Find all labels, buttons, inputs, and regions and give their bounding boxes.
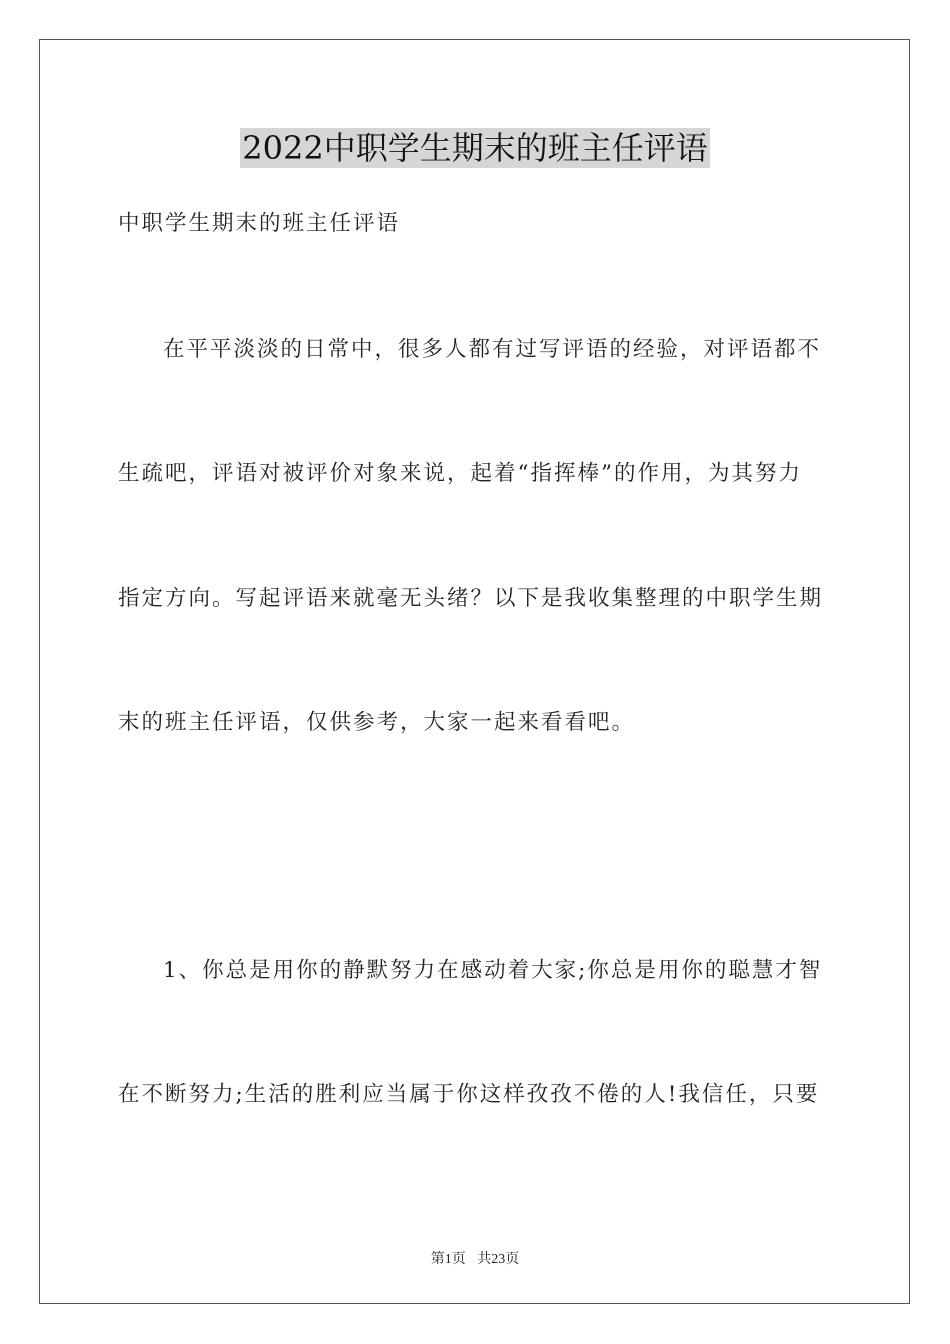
paragraph-line: 指定方向。写起评语来就毫无头绪？以下是我收集整理的中职学生期 [118, 586, 824, 611]
page-footer [0, 1248, 950, 1268]
document-subtitle: 中职学生期末的班主任评语 [118, 211, 401, 236]
paragraph-line: 1、你总是用你的静默努力在感动着大家;你总是用你的聪慧才智 [163, 958, 823, 983]
page-total: 共23页 [477, 1252, 520, 1267]
paragraph-line: 末的班主任评语，仅供参考，大家一起来看看吧。 [118, 710, 636, 735]
title-container [0, 128, 950, 168]
paragraph-line: 在不断努力;生活的胜利应当属于你这样孜孜不倦的人!我信任，只要 [118, 1082, 820, 1107]
document-title: 2022中职学生期末的班主任评语 [242, 129, 708, 167]
page-number: 第1页 [430, 1252, 466, 1267]
paragraph-line: 生疏吧，评语对被评价对象来说，起着“指挥棒”的作用，为其努力 [118, 461, 802, 486]
paragraph-line: 在平平淡淡的日常中，很多人都有过写评语的经验，对评语都不 [163, 337, 822, 362]
